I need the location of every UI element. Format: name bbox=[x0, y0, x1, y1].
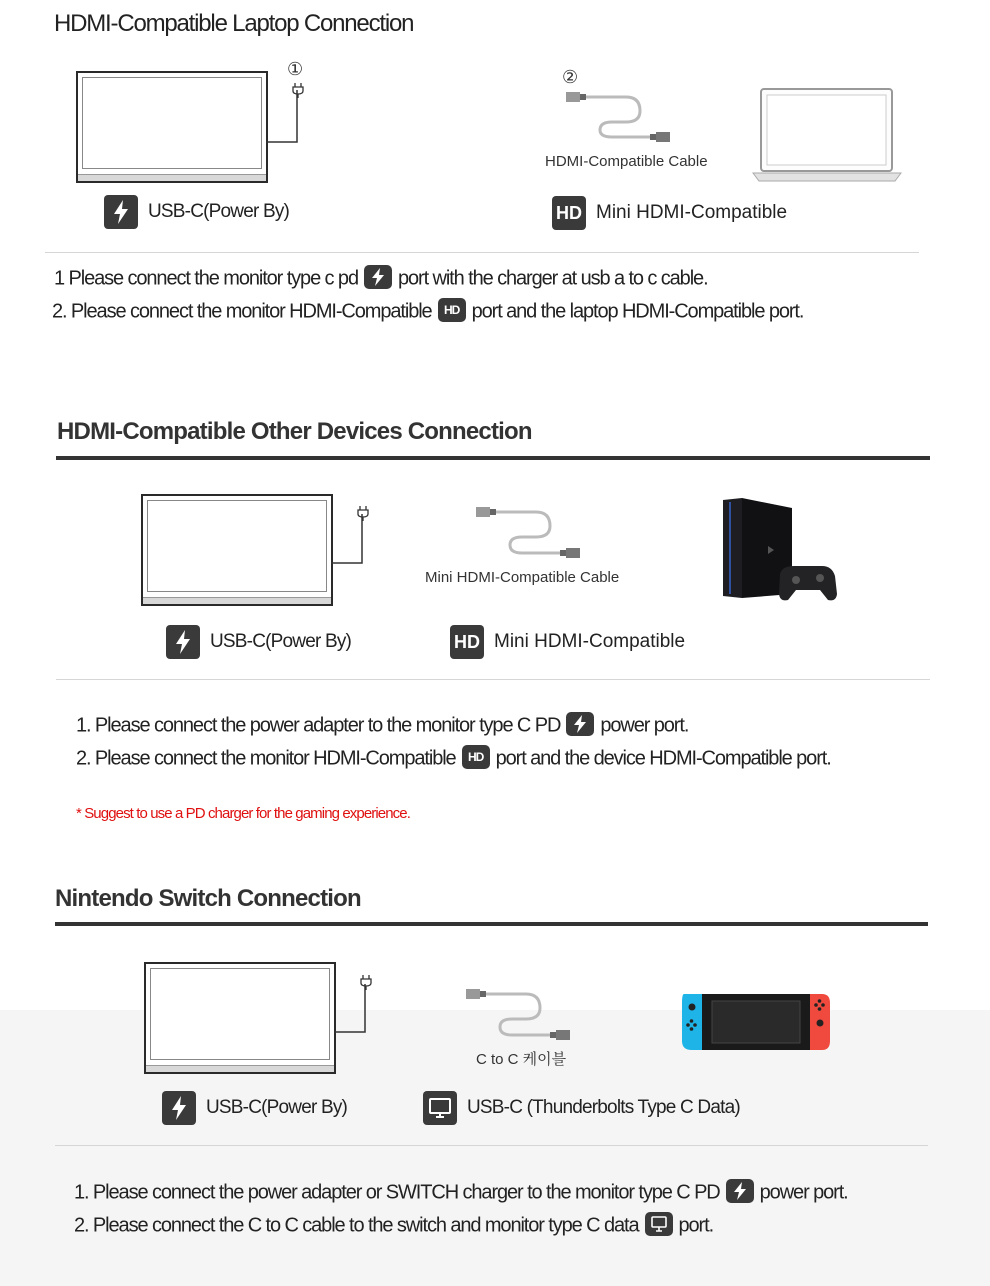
divider bbox=[56, 679, 930, 680]
cable-caption: HDMI-Compatible Cable bbox=[545, 153, 708, 170]
title-underline bbox=[55, 922, 928, 926]
instruction-step-2: 2. Please connect the monitor HDMI-Compatible HD port and the device HDMI-Compatible port. bbox=[76, 747, 831, 771]
monitor-icon bbox=[423, 1091, 457, 1125]
hd-icon: HD bbox=[462, 745, 490, 769]
step-marker-1: ① bbox=[287, 59, 304, 79]
instruction-step-1: 1. Please connect the power adapter to the monitor type C PD power port. bbox=[76, 714, 688, 738]
lightning-icon bbox=[166, 625, 200, 659]
port-usbc-power: USB-C(Power By) bbox=[104, 195, 289, 229]
other-devices-title: HDMI-Compatible Other Devices Connection bbox=[57, 418, 532, 445]
plug-icon bbox=[359, 974, 373, 990]
plug-icon bbox=[356, 505, 370, 521]
portable-monitor bbox=[144, 962, 336, 1074]
cable-caption: C to C 케이블 bbox=[476, 1051, 567, 1068]
hd-icon: HD bbox=[438, 298, 466, 322]
lightning-icon bbox=[104, 195, 138, 229]
instruction-step-1: 1 Please connect the monitor type c pd port with the charger at usb a to c cable. bbox=[54, 267, 708, 291]
port-usbc-data: USB-C (Thunderbolts Type C Data) bbox=[423, 1091, 740, 1125]
cable-caption: Mini HDMI-Compatible Cable bbox=[425, 569, 620, 586]
instruction-step-2: 2. Please connect the C to C cable to the switch and monitor type C data port. bbox=[74, 1214, 713, 1238]
monitor-icon bbox=[645, 1212, 673, 1236]
lightning-icon bbox=[566, 712, 594, 736]
laptop-connection-title: HDMI-Compatible Laptop Connection bbox=[54, 10, 414, 37]
portable-monitor bbox=[76, 71, 268, 183]
portable-monitor bbox=[141, 494, 333, 606]
step-marker-2: ② bbox=[562, 67, 579, 87]
port-usbc-power: USB-C(Power By) bbox=[162, 1091, 347, 1125]
cable-icon bbox=[464, 987, 574, 1043]
divider bbox=[55, 1145, 928, 1146]
lightning-icon bbox=[162, 1091, 196, 1125]
game-console-image bbox=[718, 496, 840, 604]
port-mini-hdmi: HD Mini HDMI-Compatible bbox=[552, 196, 787, 230]
pd-charger-note: * Suggest to use a PD charger for the gaming experience. bbox=[76, 805, 410, 822]
cable-icon bbox=[564, 90, 674, 144]
switch-connection-title: Nintendo Switch Connection bbox=[55, 885, 361, 912]
hd-icon: HD bbox=[450, 625, 484, 659]
laptop-image bbox=[752, 87, 902, 183]
nintendo-switch-image bbox=[682, 993, 832, 1051]
port-usbc-power: USB-C(Power By) bbox=[166, 625, 351, 659]
lightning-icon bbox=[364, 265, 392, 289]
title-underline bbox=[56, 456, 930, 460]
plug-icon bbox=[291, 82, 305, 98]
lightning-icon bbox=[726, 1179, 754, 1203]
hd-icon: HD bbox=[552, 196, 586, 230]
cable-icon bbox=[474, 505, 584, 561]
divider bbox=[45, 252, 919, 253]
port-mini-hdmi: HD Mini HDMI-Compatible bbox=[450, 625, 685, 659]
instruction-step-1: 1. Please connect the power adapter or SWITCH charger to the monitor type C PD power port. bbox=[74, 1181, 848, 1205]
instruction-step-2: 2. Please connect the monitor HDMI-Compatible HD port and the laptop HDMI-Compatible port. bbox=[52, 300, 803, 324]
